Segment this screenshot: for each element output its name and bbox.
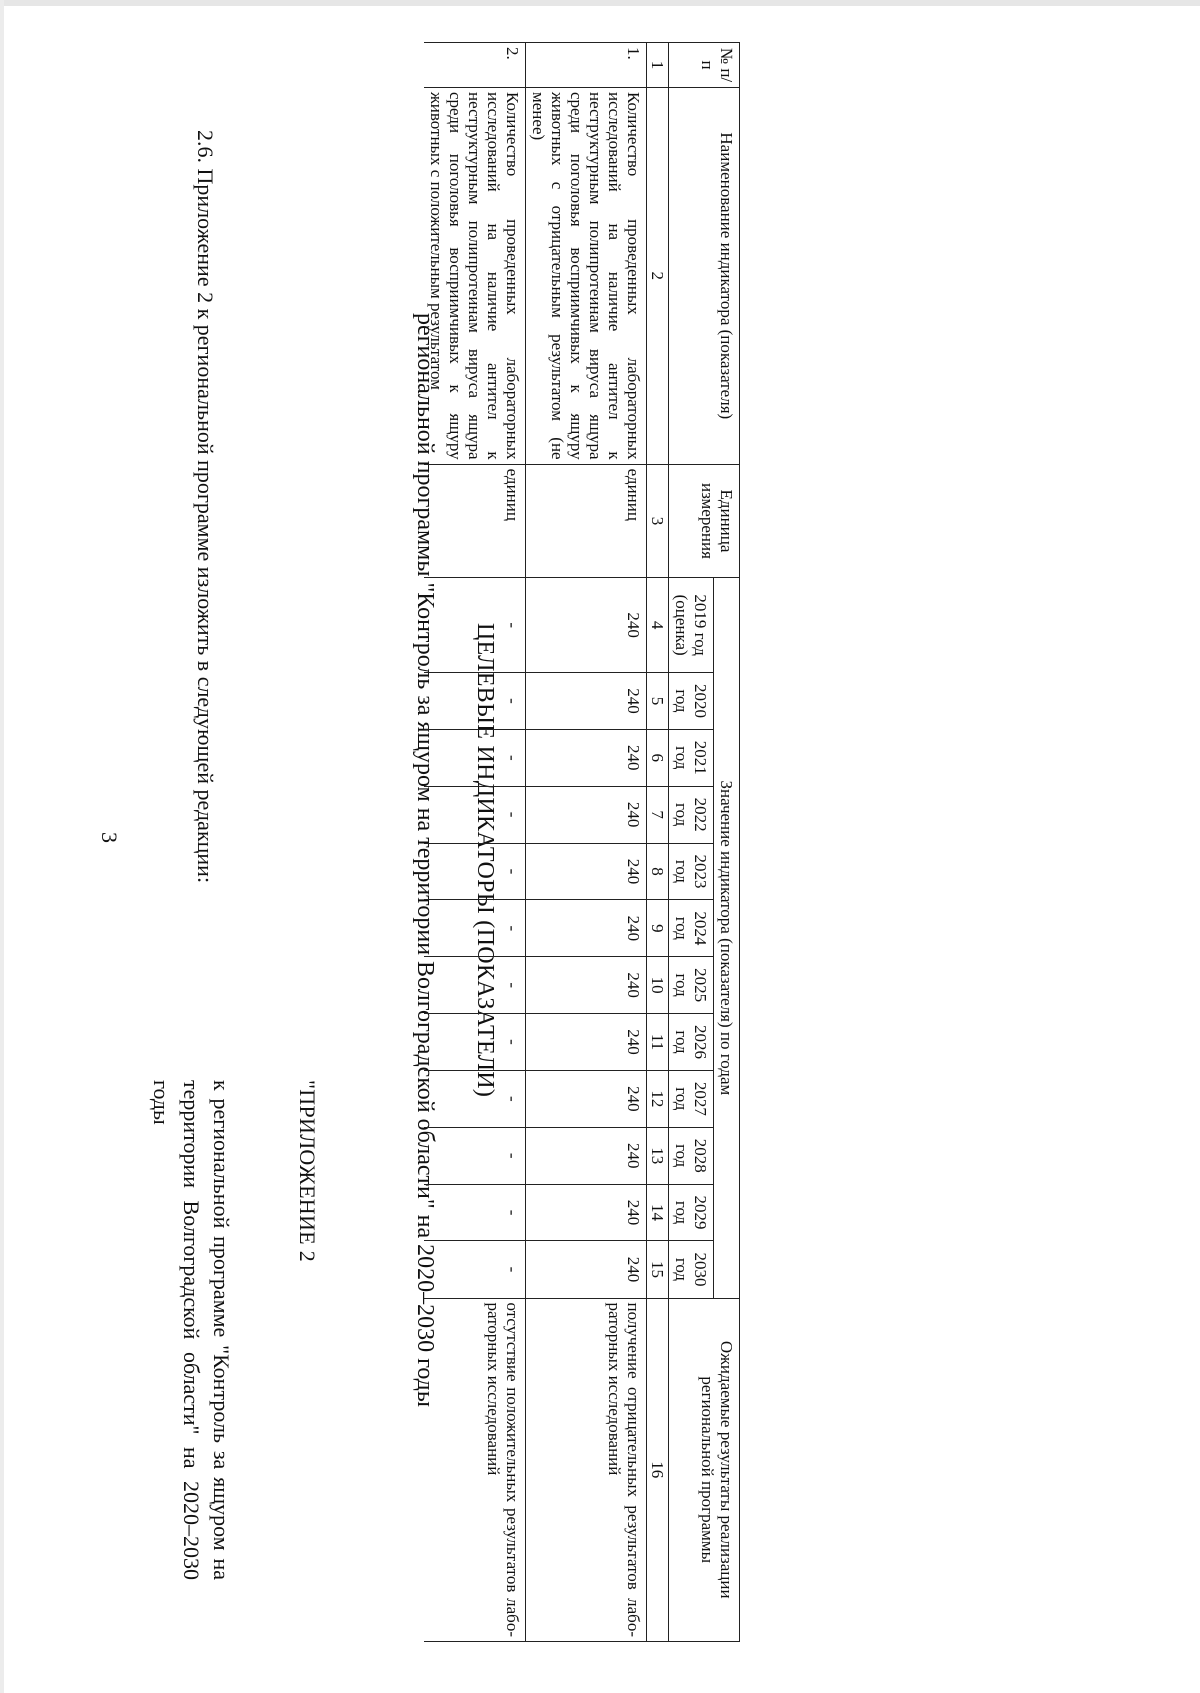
column-number: 10 (647, 957, 669, 1014)
table-row (526, 43, 647, 1642)
column-number: 11 (647, 1014, 669, 1071)
header-name: Наименование индикатора (показателя) (669, 88, 740, 465)
indicator-value: - (424, 673, 526, 730)
appendix-text: к региональной программе "Контроль за ящуром на территории Волгоградской области" на 2020–2030 годы (149, 1080, 234, 1580)
heading-title: ЦЕЛЕВЫЕ ИНДИКАТОРЫ (ПОКАЗАТЕЛИ) (472, 622, 498, 1098)
column-number: 14 (647, 1184, 669, 1241)
header-year: 2030 год (669, 1241, 714, 1298)
indicator-value: - (424, 900, 526, 957)
indicator-unit: единиц (424, 464, 526, 578)
row-num: 1. (526, 43, 647, 88)
column-number: 3 (647, 464, 669, 578)
indicator-value: - (424, 1184, 526, 1241)
indicators-table (424, 42, 740, 1642)
indicator-value: - (424, 578, 526, 673)
header-year: 2025 год (669, 957, 714, 1014)
column-number: 4 (647, 578, 669, 673)
column-number: 9 (647, 900, 669, 957)
appendix-title: "ПРИЛОЖЕНИЕ 2 (295, 1080, 320, 1263)
indicator-unit: единиц (526, 464, 647, 578)
indicator-value: 240 (526, 1070, 647, 1127)
column-number: 16 (647, 1298, 669, 1642)
header-year: 2020 год (669, 673, 714, 730)
indicator-value: 240 (526, 673, 647, 730)
table-row (424, 43, 526, 1642)
indicator-name: Количество проведенных лабораторных исследований на наличие антител к неструктурным полипротеинам вируса ящура среди поголовья восприимчивых к ящуру животных с положительным результатом (424, 88, 526, 465)
indicator-value: 240 (526, 843, 647, 900)
header-year: 2027 год (669, 1070, 714, 1127)
indicator-name: Количество проведенных лабораторных исследований на наличие антител к неструктурным полипротеинам вируса ящура среди поголовья восприимчивых к ящуру животных с отрицательным результатом (не менее) (526, 88, 647, 465)
indicator-value: - (424, 843, 526, 900)
indicator-value: 240 (526, 729, 647, 786)
indicator-value: - (424, 1241, 526, 1298)
indicator-value: - (424, 1014, 526, 1071)
indicator-value: - (424, 729, 526, 786)
header-year: 2026 год (669, 1014, 714, 1071)
indicator-value: 240 (526, 578, 647, 673)
header-values-group: Значение индикатора (показателя) по годам (714, 578, 740, 1298)
indicator-value: 240 (526, 900, 647, 957)
header-year: 2029 год (669, 1184, 714, 1241)
row-num: 2. (424, 43, 526, 88)
column-number: 8 (647, 843, 669, 900)
indicator-value: - (424, 1127, 526, 1184)
header-unit: Единица измерения (669, 464, 740, 578)
expected-result: получение отрицательных результатов лабораторных исследований (526, 1298, 647, 1642)
appendix-block (146, 1080, 320, 1580)
header-year: 2019 год (оценка) (669, 578, 714, 673)
indicator-value: 240 (526, 1014, 647, 1071)
expected-result: отсутствие положительных результатов лабораторных исследований (424, 1298, 526, 1642)
header-year: 2022 год (669, 786, 714, 843)
header-num: № п/п (669, 43, 740, 88)
heading-subtitle: региональной программы "Контроль за ящуром на территории Волгоградской области" на 2020–2030 годы (412, 312, 438, 1408)
intro-text: 2.6. Приложение 2 к региональной программе изложить в следующей редакции: (193, 130, 218, 884)
header-year: 2021 год (669, 729, 714, 786)
column-number: 6 (647, 729, 669, 786)
header-year: 2023 год (669, 843, 714, 900)
indicator-value: - (424, 786, 526, 843)
column-number: 13 (647, 1127, 669, 1184)
column-number: 2 (647, 88, 669, 465)
header-year: 2028 год (669, 1127, 714, 1184)
indicator-value: - (424, 1070, 526, 1127)
indicator-value: 240 (526, 786, 647, 843)
indicator-value: 240 (526, 1241, 647, 1298)
indicator-value: 240 (526, 1184, 647, 1241)
header-expected: Ожидаемые результаты реализации региональной программы (669, 1298, 740, 1642)
column-number: 12 (647, 1070, 669, 1127)
column-number: 1 (647, 43, 669, 88)
column-number: 7 (647, 786, 669, 843)
indicator-value: 240 (526, 1127, 647, 1184)
header-year: 2024 год (669, 900, 714, 957)
page-number: 3 (97, 832, 122, 843)
indicator-value: 240 (526, 957, 647, 1014)
column-number: 5 (647, 673, 669, 730)
indicator-value: - (424, 957, 526, 1014)
column-number: 15 (647, 1241, 669, 1298)
